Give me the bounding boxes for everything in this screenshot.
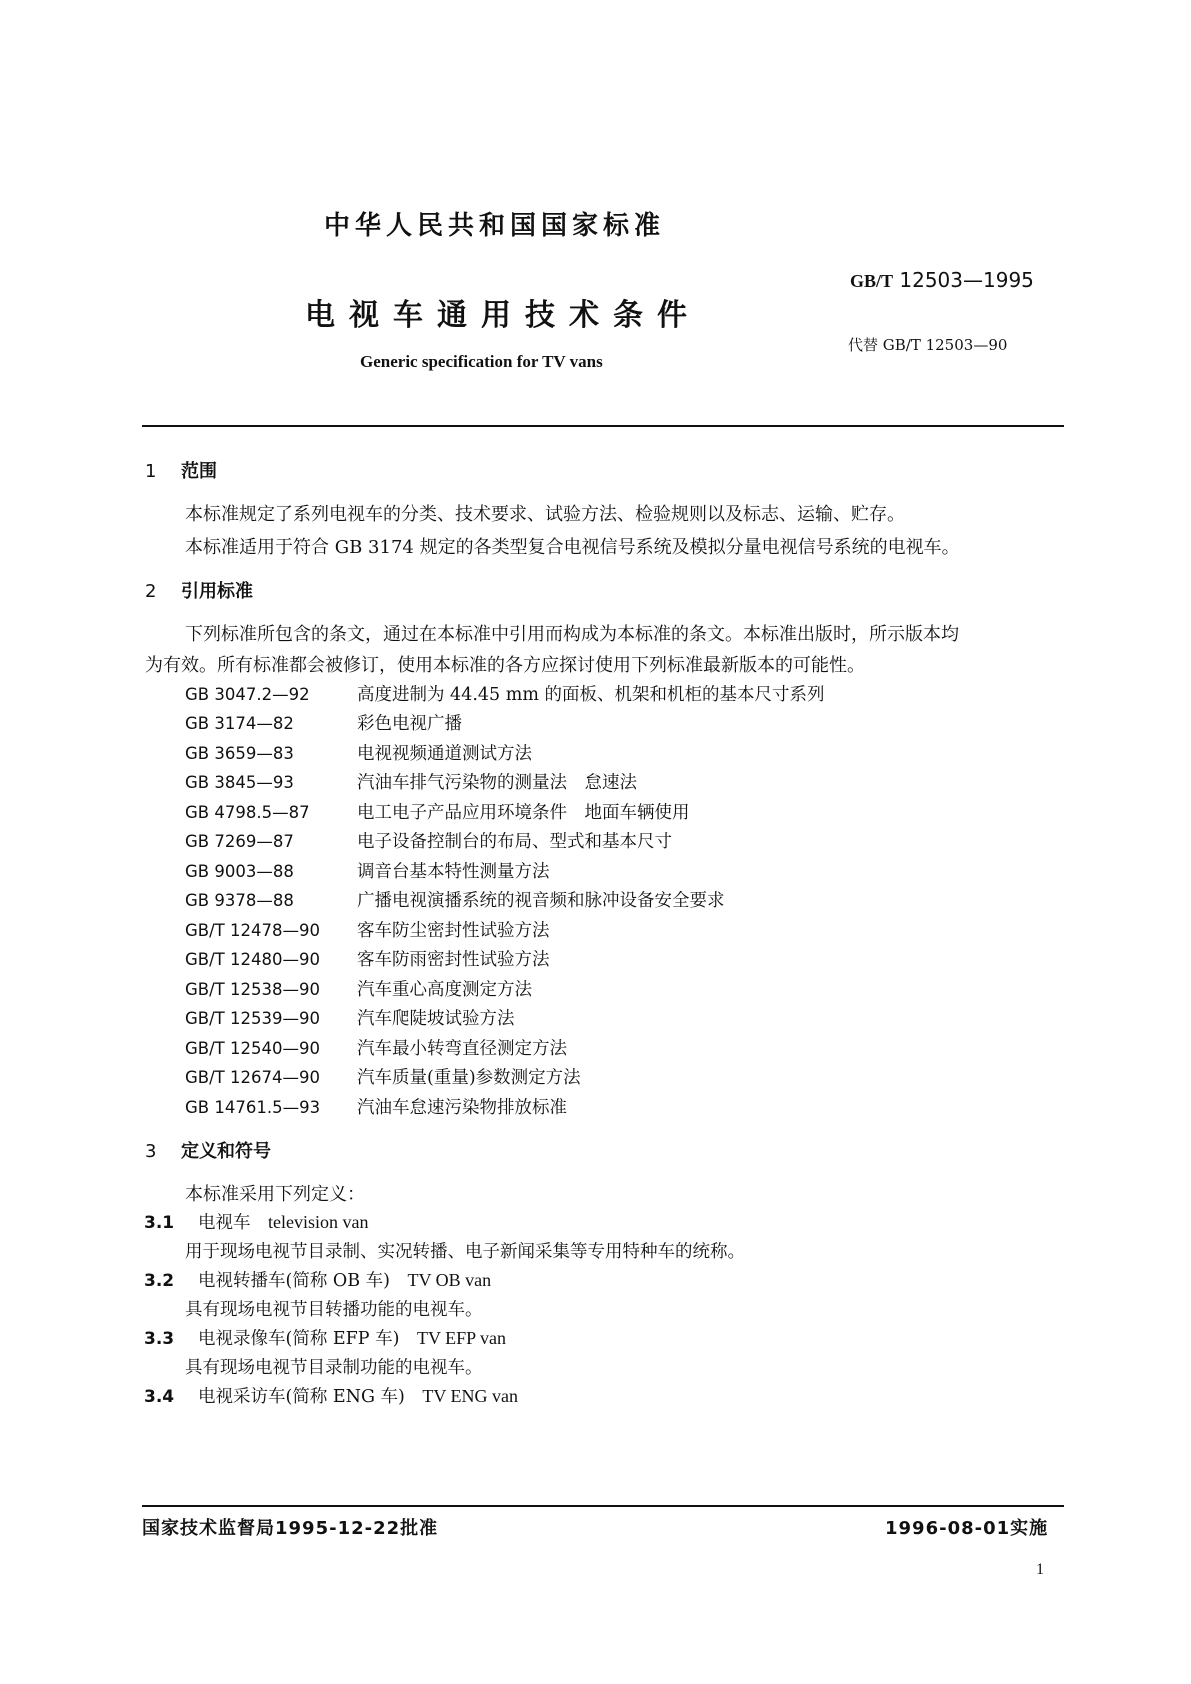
implementation-date: 1996-08-01实施 [885,1518,1049,1539]
reference-title: 汽车爬陡坡试验方法 [357,1009,515,1029]
replaces-standard: 代替 GB/T 12503—90 [848,336,1008,354]
reference-title: 电工电子产品应用环境条件 地面车辆使用 [357,803,690,823]
reference-code: GB/T 12674—90 [185,1068,320,1087]
reference-title: 汽油车排气污染物的测量法 怠速法 [357,773,637,793]
reference-code: GB/T 12540—90 [185,1039,320,1058]
reference-code: GB/T 12478—90 [185,921,320,940]
term-description: 具有现场电视节目转播功能的电视车。 [185,1300,483,1320]
reference-title: 彩色电视广播 [357,714,462,734]
reference-title: 汽油车怠速污染物排放标准 [357,1098,567,1118]
section-title: 引用标准 [181,581,253,602]
reference-item [185,710,462,735]
reference-title: 电视视频通道测试方法 [357,744,532,764]
term-number: 3.3 [144,1329,175,1349]
standard-prefix: GB/T [850,271,894,291]
reference-code: GB 3174—82 [185,714,294,733]
term-number: 3.4 [144,1387,175,1407]
reference-item [185,858,550,883]
reference-title: 广播电视演播系统的视音频和脉冲设备安全要求 [357,891,725,911]
reference-item [185,917,550,942]
term-english: TV OB van [407,1270,492,1290]
definition-term [144,1209,368,1234]
reference-item [185,828,672,853]
section-number: 3 [145,1141,157,1162]
reference-item [185,1064,581,1089]
section-1-heading [145,457,217,483]
standard-number: 12503—1995 [899,268,1034,292]
reference-item [185,769,637,794]
section-title: 定义和符号 [181,1141,271,1162]
reference-item [185,740,532,765]
english-title: Generic specification for TV vans [360,352,603,371]
reference-code: GB 3845—93 [185,773,294,792]
reference-item [185,1094,567,1119]
section-3-heading [145,1137,271,1163]
document-title: 电视车通用技术条件 [305,298,701,333]
term-english: television van [268,1212,369,1232]
reference-code: GB 3047.2—92 [185,685,310,704]
definition-term [144,1267,491,1292]
reference-item [185,1035,567,1060]
reference-title: 高度进制为 44.45 mm 的面板、机架和机柜的基本尺寸系列 [357,685,825,705]
reference-item [185,887,725,912]
reference-title: 电子设备控制台的布局、型式和基本尺寸 [357,832,672,852]
paragraph: 本标准采用下列定义： [185,1184,365,1205]
term-chinese: 电视转播车(简称 OB 车) [198,1271,390,1291]
term-english: TV EFP van [416,1328,506,1348]
paragraph: 下列标准所包含的条文，通过在本标准中引用而构成为本标准的条文。本标准出版时，所示版本均 [185,624,959,645]
approval-date: 国家技术监督局1995-12-22批准 [142,1518,439,1539]
reference-item [185,1005,515,1030]
term-description: 用于现场电视节目录制、实况转播、电子新闻采集等专用特种车的统称。 [185,1242,745,1262]
reference-item [185,976,532,1001]
page-number: 1 [1036,1561,1044,1578]
term-chinese: 电视录像车(简称 EFP 车) [198,1329,400,1349]
reference-title: 客车防尘密封性试验方法 [357,921,550,941]
definition-term [144,1383,518,1408]
reference-code: GB 9003—88 [185,862,294,881]
term-number: 3.1 [144,1213,175,1233]
reference-title: 汽车最小转弯直径测定方法 [357,1039,567,1059]
reference-code: GB/T 12538—90 [185,980,320,999]
term-number: 3.2 [144,1271,175,1291]
definition-term [144,1325,506,1350]
reference-title: 汽车重心高度测定方法 [357,980,532,1000]
footer-divider [142,1505,1064,1507]
term-chinese: 电视车 [198,1213,251,1233]
reference-code: GB 9378—88 [185,891,294,910]
national-standard-heading: 中华人民共和国国家标准 [324,211,666,241]
reference-code: GB/T 12480—90 [185,950,320,969]
reference-item [185,946,550,971]
term-description: 具有现场电视节目录制功能的电视车。 [185,1358,483,1378]
header-divider [142,425,1064,427]
section-2-heading [145,577,253,603]
reference-title: 调音台基本特性测量方法 [357,862,550,882]
reference-item [185,681,824,706]
reference-title: 客车防雨密封性试验方法 [357,950,550,970]
reference-item [185,799,690,824]
reference-title: 汽车质量(重量)参数测定方法 [357,1068,581,1088]
reference-code: GB 14761.5—93 [185,1098,321,1117]
section-number: 2 [145,581,157,602]
paragraph: 本标准适用于符合 GB 3174 规定的各类型复合电视信号系统及模拟分量电视信号系统的电视车。 [185,537,960,558]
section-title: 范围 [181,461,217,482]
section-number: 1 [145,461,157,482]
reference-code: GB/T 12539—90 [185,1009,320,1028]
reference-code: GB 7269—87 [185,832,294,851]
standard-code [850,268,1034,292]
term-english: TV ENG van [422,1386,519,1406]
term-chinese: 电视采访车(简称 ENG 车) [198,1387,405,1407]
reference-code: GB 3659—83 [185,744,294,763]
paragraph: 本标准规定了系列电视车的分类、技术要求、试验方法、检验规则以及标志、运输、贮存。 [185,504,905,525]
reference-code: GB 4798.5—87 [185,803,310,822]
paragraph: 为有效。所有标准都会被修订，使用本标准的各方应探讨使用下列标准最新版本的可能性。 [145,655,865,676]
